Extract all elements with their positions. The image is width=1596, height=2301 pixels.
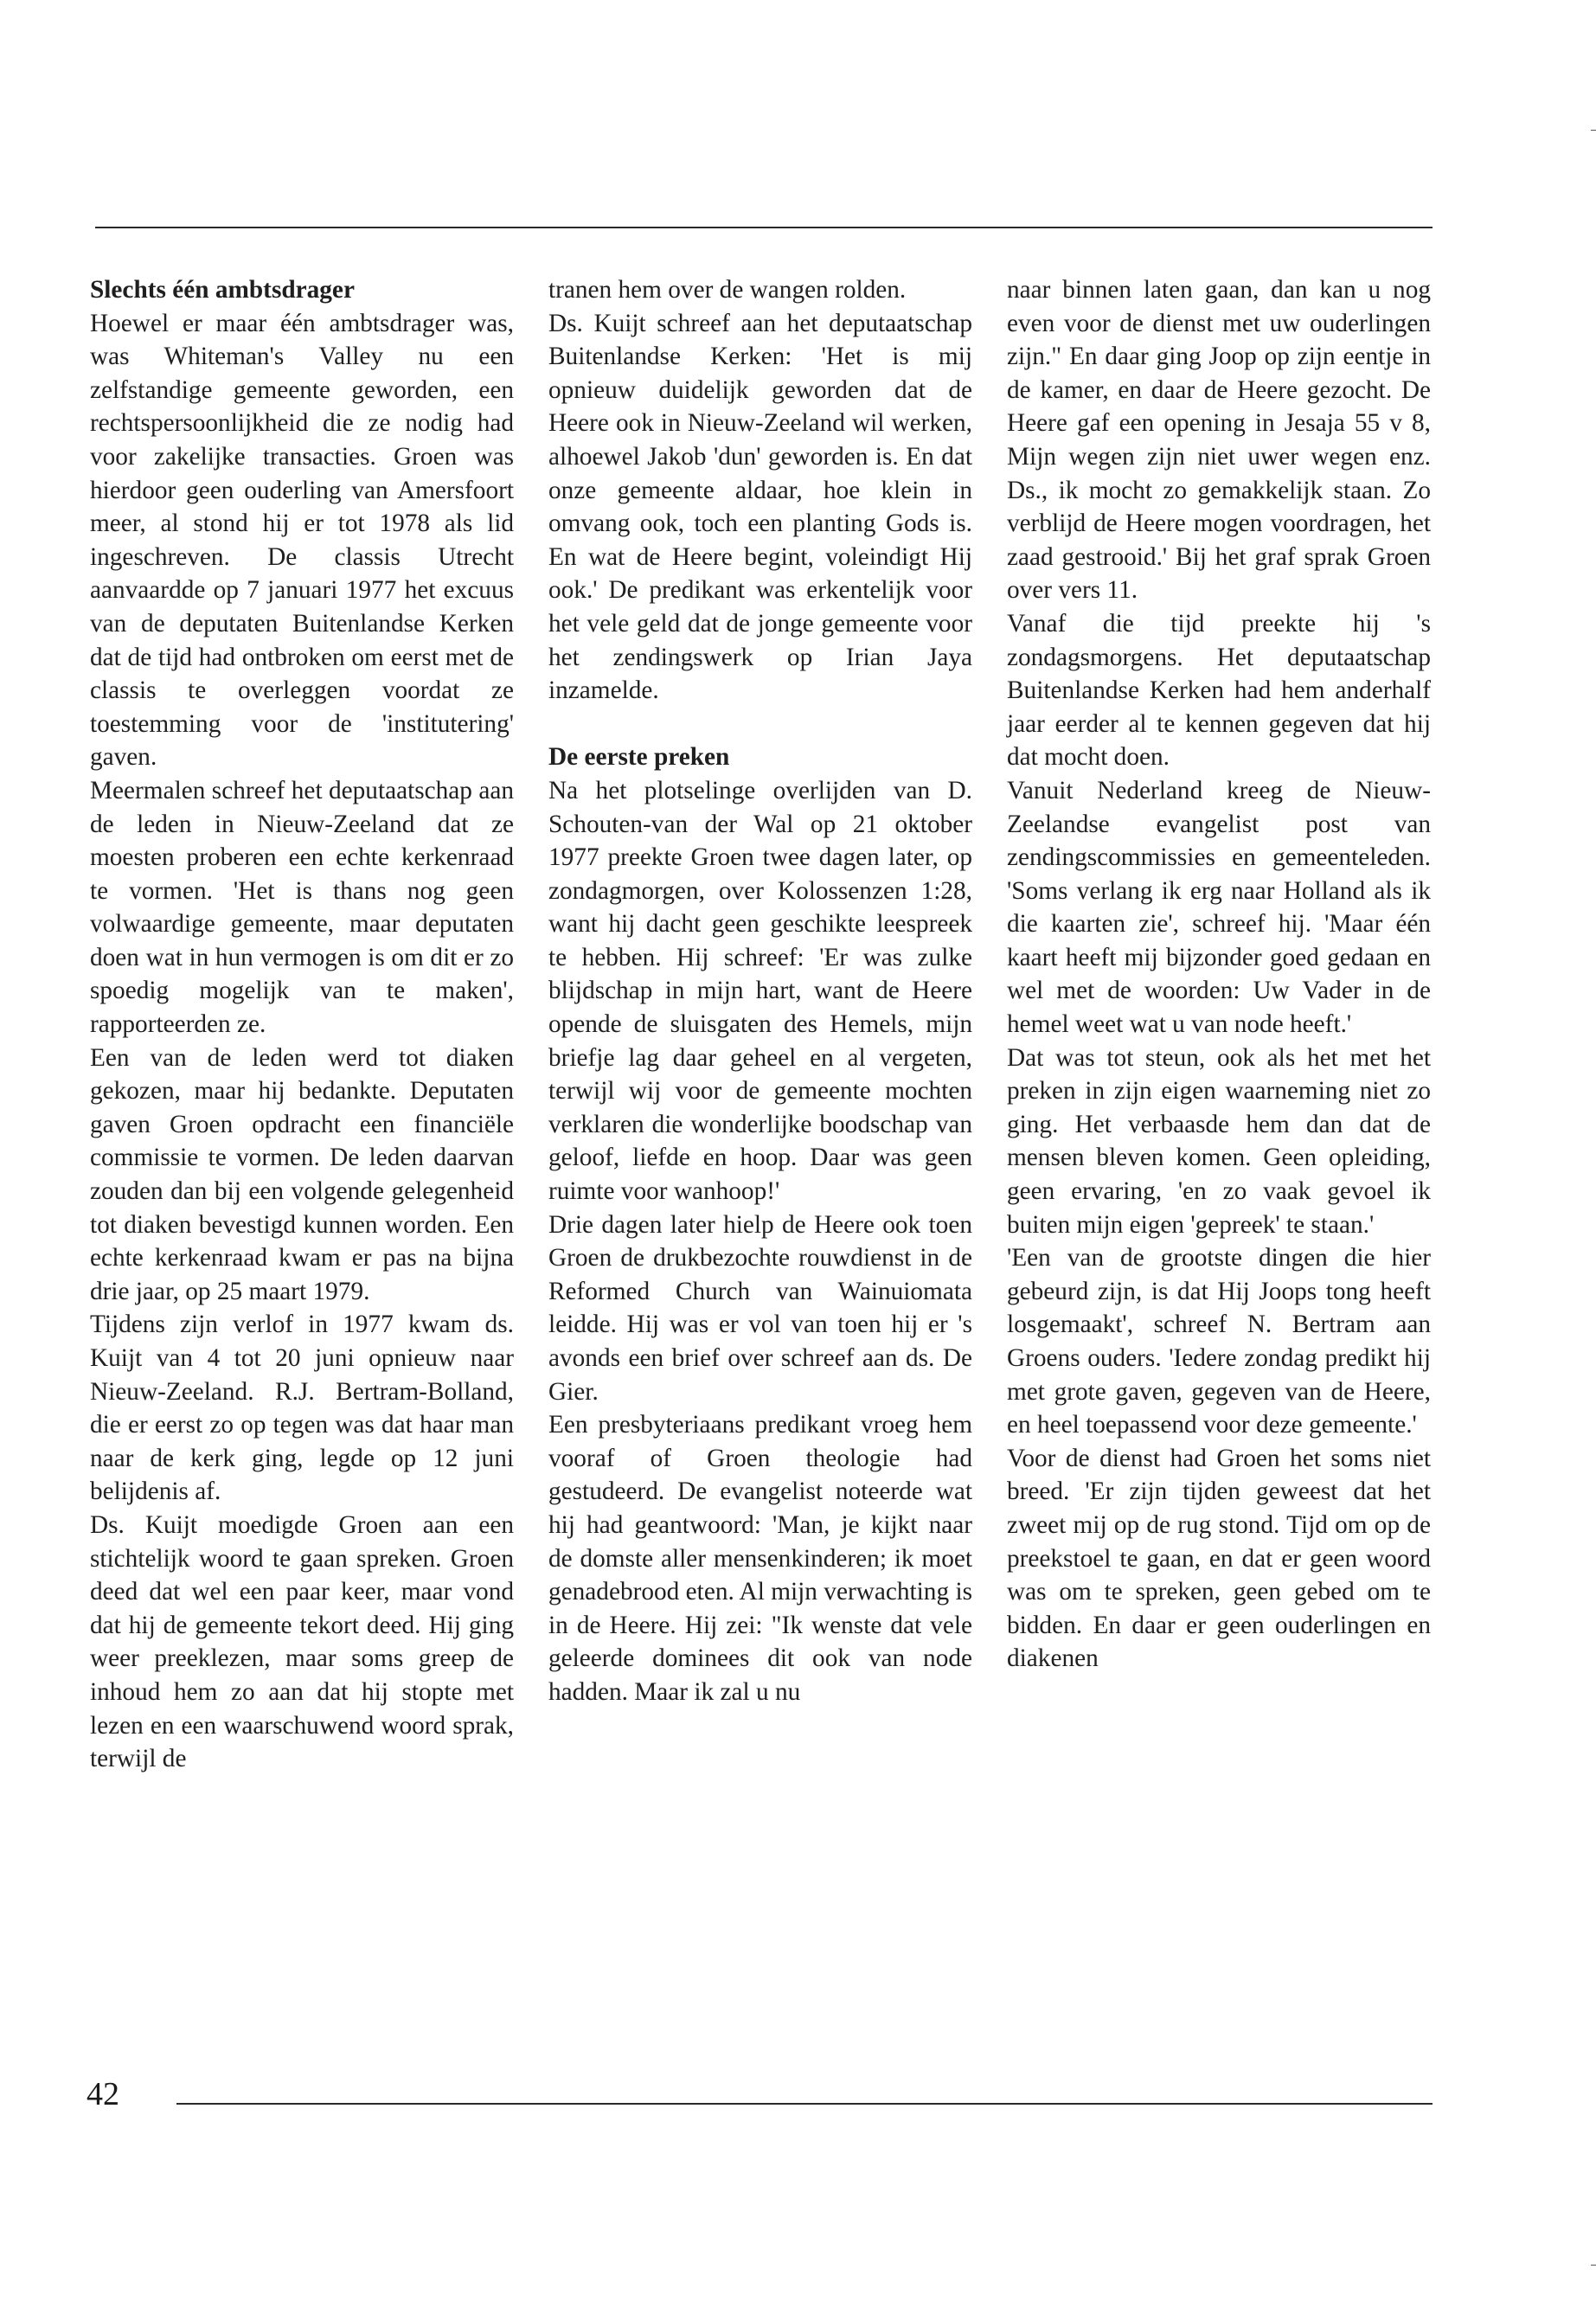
paragraph: naar binnen laten gaan, dan kan u nog even voor de dienst met uw ouderlingen zijn." En daar ging Joop op zijn eentje in de kamer, en daar de Heere gezocht. De Heere gaf een opening in Jesaja 55 v 8, Mijn wegen zijn niet uwer wegen enz. Ds., ik mocht zo gemakkelijk staan. Zo verblijd de Heere mogen voordragen, het zaad gestrooid.' Bij het graf sprak Groen over vers 11. [1007, 276, 1431, 605]
paragraph: tranen hem over de wangen rolden. [548, 276, 907, 304]
paragraph: Voor de dienst had Groen het soms niet breed. 'Er zijn tijden geweest dat het zweet mij op de rug stond. Tijd om op de preekstoel te gaan, en dat er geen woord was om te spreken, geen gebed om te bidden. En daar er geen ouderlingen en diakenen [1007, 1444, 1431, 1673]
paragraph: Vanuit Nederland kreeg de Nieuw-Zeelandse evangelist post van zendingscommissies en gemeenteleden. 'Soms verlang ik erg naar Holland als ik die kaarten zie', schreef hij. 'Maar één kaart heeft mij bijzonder goed gedaan en wel met de woorden: Uw Vader in de hemel weet wat u van node heeft.' [1007, 776, 1431, 1039]
paragraph: Dat was tot steun, ook als het met het preken in zijn eigen waarneming niet zo ging. Het verbaasde hem dan dat de mensen bleven komen. Geen opleiding, geen ervaring, 'en zo vaak gevoel ik buiten mijn eigen 'gepreek' te staan.' [1007, 1043, 1431, 1239]
paragraph: Een van de leden werd tot diaken gekozen, maar hij bedankte. Deputaten gaven Groen opdracht een financiële commissie te vormen. De leden daarvan zouden dan bij een volgende gelegenheid tot diaken bevestigd kunnen worden. Een echte kerkenraad kwam er pas na bijna drie jaar, op 25 maart 1979. [90, 1043, 514, 1305]
page-number: 42 [87, 2076, 119, 2112]
paragraph: Vanaf die tijd preekte hij 's zondagsmorgens. Het deputaatschap Buitenlandse Kerken had hem anderhalf jaar eerder al te kennen gegeven dat hij dat mocht doen. [1007, 609, 1431, 772]
text-column-3 [1007, 273, 1431, 1676]
paragraph: Hoewel er maar één ambtsdrager was, was Whiteman's Valley nu een zelfstandige gemeente geworden, een rechtspersoonlijkheid die ze nodig had voor zakelijke transacties. Groen was hierdoor geen ouderling van Amersfoort meer, al stond hij er tot 1978 als lid ingeschreven. De classis Utrecht aanvaardde op 7 januari 1977 het excuus van de deputaten Buitenlandse Kerken dat de tijd had ontbroken om eerst met de classis te overleggen voordat ze toestemming voor de 'institutering' gaven. [90, 309, 514, 772]
paragraph: Ds. Kuijt moedigde Groen aan een stichtelijk woord te gaan spreken. Groen deed dat wel een paar keer, maar vond dat hij de gemeente tekort deed. Hij ging weer preeklezen, maar soms greep de inhoud hem zo aan dat hij stopte met lezen en een waarschuwend woord sprak, terwijl de [90, 1510, 514, 1773]
section-spacer [548, 708, 972, 741]
text-column-1 [90, 273, 514, 1776]
header-rule [95, 227, 1433, 228]
section-heading: Slechts één ambtsdrager [90, 276, 355, 304]
paragraph: 'Een van de grootste dingen die hier gebeurd zijn, is dat Hij Joops tong heeft losgemaakt', schreef N. Bertram aan Groens ouders. 'Iedere zondag predikt hij met grote gaven, gegeven van de Heere, en heel toepassend voor deze gemeente.' [1007, 1244, 1431, 1439]
paragraph: Ds. Kuijt schreef aan het deputaatschap Buitenlandse Kerken: 'Het is mij opnieuw duidelijk geworden dat de Heere ook in Nieuw-Zeeland wil werken, alhoewel Jakob 'dun' geworden is. En dat onze gemeente aldaar, hoe klein in omvang ook, toch een planting Gods is. En wat de Heere begint, voleindigt Hij ook.' De predikant was erkentelijk voor het vele geld dat de jonge gemeente voor het zendingswerk op Irian Jaya inzamelde. [548, 309, 972, 705]
text-column-2 [548, 273, 972, 1709]
section-heading: De eerste preken [548, 743, 730, 772]
paragraph: Drie dagen later hielp de Heere ook toen Groen de drukbezochte rouwdienst in de Reformed Church van Wainuiomata leidde. Hij was er vol van toen hij er 's avonds een brief over schreef aan ds. De Gier. [548, 1210, 972, 1406]
footer-rule [176, 2103, 1433, 2105]
paragraph: Meermalen schreef het deputaatschap aan de leden in Nieuw-Zeeland dat ze moesten proberen een echte kerkenraad te vormen. 'Het is thans nog geen volwaardige gemeente, maar deputaten doen wat in hun vermogen is om dit er zo spoedig mogelijk van te maken', rapporteerden ze. [90, 776, 514, 1039]
paragraph: Een presbyteriaans predikant vroeg hem vooraf of Groen theologie had gestudeerd. De evangelist noteerde wat hij had geantwoord: 'Man, je kijkt naar de domste aller mensenkinderen; ik moet genadebrood eten. Al mijn verwachting is in de Heere. Hij zei: "Ik wenste dat vele geleerde dominees dit ook van node hadden. Maar ik zal u nu [548, 1411, 972, 1706]
paragraph: Tijdens zijn verlof in 1977 kwam ds. Kuijt van 4 tot 20 juni opnieuw naar Nieuw-Zeeland. R.J. Bertram-Bolland, die er eerst zo op tegen was dat haar man naar de kerk ging, legde op 12 juni belijdenis af. [90, 1311, 514, 1506]
crop-mark [1591, 130, 1596, 131]
paragraph: Na het plotselinge overlijden van D. Schouten-van der Wal op 21 oktober 1977 preekte Groen twee dagen later, op zondagmorgen, over Kolossenzen 1:28, want hij dacht geen geschikte leespreek te hebben. Hij schreef: 'Er was zulke blijdschap in mijn hart, want de Heere opende de sluisgaten des Hemels, mijn briefje lag daar geheel en al vergeten, terwijl wij voor de gemeente mochten verklaren die wonderlijke boodschap van geloof, liefde en hoop. Daar was geen ruimte voor wanhoop!' [548, 776, 972, 1206]
crop-mark [1591, 2265, 1596, 2266]
